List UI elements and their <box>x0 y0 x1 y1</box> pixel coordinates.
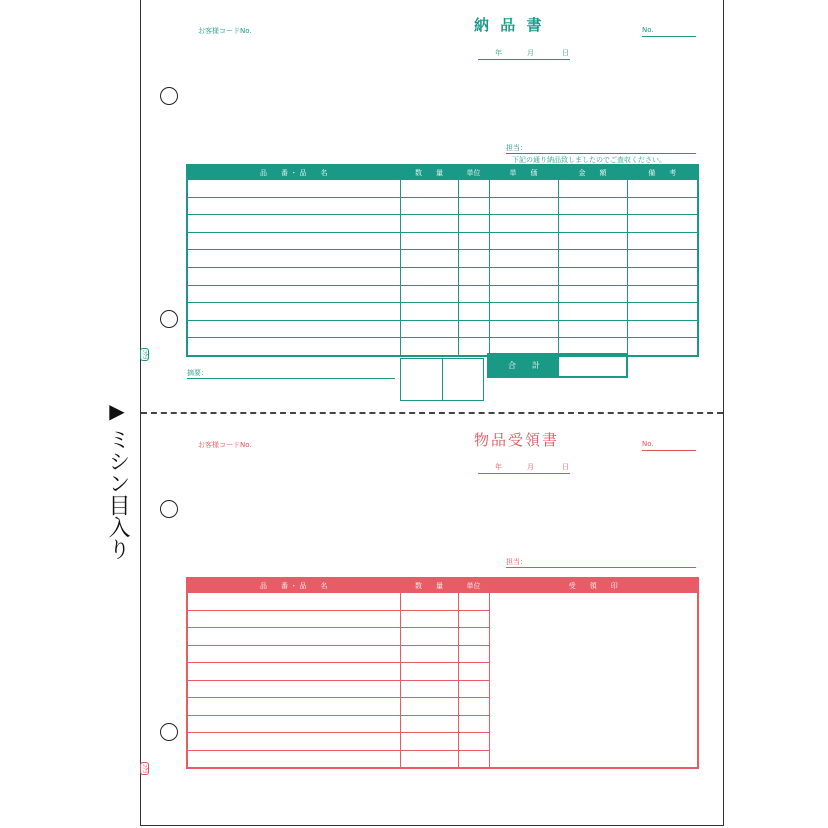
quantity-cell[interactable] <box>400 285 458 303</box>
item-cell[interactable] <box>187 663 400 681</box>
column-header-receipt-stamp: 受 領 印 <box>489 578 698 593</box>
column-header-unit: 単位 <box>458 578 489 593</box>
remarks-cell[interactable] <box>627 250 698 268</box>
binder-hole-icon <box>160 723 178 741</box>
quantity-cell[interactable] <box>400 232 458 250</box>
remarks-cell[interactable] <box>627 215 698 233</box>
remarks-cell[interactable] <box>627 197 698 215</box>
amount-cell[interactable] <box>558 285 627 303</box>
total-row <box>487 353 628 378</box>
remarks-cell[interactable] <box>627 267 698 285</box>
total-label: 合 計 <box>489 355 559 376</box>
table-header-row <box>187 165 698 180</box>
item-cell[interactable] <box>187 180 400 198</box>
item-cell[interactable] <box>187 610 400 628</box>
unit-cell[interactable] <box>458 250 489 268</box>
table-row <box>187 285 698 303</box>
item-cell[interactable] <box>187 680 400 698</box>
receipt-date-year-label: 年 <box>495 463 502 471</box>
receipt-date-field[interactable] <box>478 462 570 474</box>
receipt-stamp-area[interactable] <box>489 593 698 769</box>
unit-cell[interactable] <box>458 645 489 663</box>
receipt-items-table <box>186 577 699 769</box>
amount-cell[interactable] <box>558 215 627 233</box>
perforation-label <box>104 398 130 560</box>
quantity-cell[interactable] <box>400 320 458 338</box>
unit-price-cell[interactable] <box>489 285 558 303</box>
item-cell[interactable] <box>187 338 400 356</box>
quantity-cell[interactable] <box>400 267 458 285</box>
amount-cell[interactable] <box>558 197 627 215</box>
unit-cell[interactable] <box>458 232 489 250</box>
quantity-cell[interactable] <box>400 663 458 681</box>
unit-price-cell[interactable] <box>489 215 558 233</box>
unit-cell[interactable] <box>458 663 489 681</box>
stamp-divider <box>442 359 443 400</box>
number-field[interactable] <box>642 26 696 37</box>
arrow-right-icon: ▶ <box>109 399 125 423</box>
column-header-remarks: 備 考 <box>627 165 698 180</box>
unit-cell[interactable] <box>458 338 489 356</box>
table-row <box>187 180 698 198</box>
quantity-cell[interactable] <box>400 593 458 611</box>
summary-field[interactable] <box>187 368 395 379</box>
quantity-cell[interactable] <box>400 303 458 321</box>
unit-cell[interactable] <box>458 733 489 751</box>
quantity-cell[interactable] <box>400 180 458 198</box>
receipt-staff-label: 担当： <box>506 558 527 566</box>
item-cell[interactable] <box>187 628 400 646</box>
unit-cell[interactable] <box>458 698 489 716</box>
stamp-boxes[interactable] <box>400 358 484 401</box>
unit-cell[interactable] <box>458 267 489 285</box>
unit-cell[interactable] <box>458 180 489 198</box>
receipt-form-title: 物品受領書 <box>474 431 560 449</box>
receipt-staff-field[interactable] <box>506 557 696 568</box>
item-cell[interactable] <box>187 698 400 716</box>
unit-cell[interactable] <box>458 628 489 646</box>
column-header-quantity: 数 量 <box>400 165 458 180</box>
receipt-number-field[interactable] <box>642 440 696 451</box>
unit-cell[interactable] <box>458 320 489 338</box>
amount-cell[interactable] <box>558 267 627 285</box>
item-cell[interactable] <box>187 197 400 215</box>
unit-cell[interactable] <box>458 303 489 321</box>
table-row <box>187 197 698 215</box>
total-amount-field[interactable] <box>559 355 626 376</box>
unit-price-cell[interactable] <box>489 267 558 285</box>
remarks-cell[interactable] <box>627 303 698 321</box>
remarks-cell[interactable] <box>627 338 698 356</box>
unit-price-cell[interactable] <box>489 320 558 338</box>
quantity-cell[interactable] <box>400 680 458 698</box>
unit-cell[interactable] <box>458 197 489 215</box>
receipt-maker-logo <box>141 762 150 775</box>
column-header-item: 品 番 ・ 品 名 <box>187 165 400 180</box>
number-label: No. <box>642 26 654 34</box>
amount-cell[interactable] <box>558 320 627 338</box>
quantity-cell[interactable] <box>400 715 458 733</box>
item-cell[interactable] <box>187 267 400 285</box>
summary-label: 摘要： <box>187 369 208 377</box>
table-row <box>187 250 698 268</box>
column-header-quantity: 数 量 <box>400 578 458 593</box>
item-cell[interactable] <box>187 250 400 268</box>
column-header-unit-price: 単 価 <box>489 165 558 180</box>
unit-price-cell[interactable] <box>489 180 558 198</box>
item-cell[interactable] <box>187 733 400 751</box>
table-row <box>187 593 698 611</box>
remarks-cell[interactable] <box>627 320 698 338</box>
quantity-cell[interactable] <box>400 250 458 268</box>
binder-hole-icon <box>160 310 178 328</box>
item-cell[interactable] <box>187 750 400 768</box>
receipt-number-label: No. <box>642 440 654 448</box>
column-header-amount: 金 額 <box>558 165 627 180</box>
quantity-cell[interactable] <box>400 338 458 356</box>
staff-field[interactable] <box>506 143 696 154</box>
unit-cell[interactable] <box>458 285 489 303</box>
table-row <box>187 320 698 338</box>
table-header-row <box>187 578 698 593</box>
binder-hole-icon <box>160 500 178 518</box>
date-month-label: 月 <box>527 49 534 57</box>
quantity-cell[interactable] <box>400 645 458 663</box>
unit-cell[interactable] <box>458 215 489 233</box>
item-cell[interactable] <box>187 715 400 733</box>
item-cell[interactable] <box>187 593 400 611</box>
form-title: 納 品 書 <box>474 16 545 34</box>
maker-logo <box>141 348 150 361</box>
amount-cell[interactable] <box>558 180 627 198</box>
unit-price-cell[interactable] <box>489 303 558 321</box>
unit-price-cell[interactable] <box>489 250 558 268</box>
remarks-cell[interactable] <box>627 180 698 198</box>
receipt-customer-code-label: お客様コードNo. <box>198 441 252 449</box>
date-day-label: 日 <box>562 49 569 57</box>
delivery-note-text: 下記の通り納品致しましたのでご査収ください。 <box>512 156 666 164</box>
table-row <box>187 267 698 285</box>
receipt-date-month-label: 月 <box>527 463 534 471</box>
quantity-cell[interactable] <box>400 197 458 215</box>
quantity-cell[interactable] <box>400 698 458 716</box>
staff-label: 担当： <box>506 144 527 152</box>
unit-cell[interactable] <box>458 715 489 733</box>
item-cell[interactable] <box>187 303 400 321</box>
binder-hole-icon <box>160 87 178 105</box>
customer-code-label: お客様コードNo. <box>198 27 252 35</box>
date-field[interactable] <box>478 48 570 60</box>
unit-price-cell[interactable] <box>489 197 558 215</box>
table-row <box>187 303 698 321</box>
quantity-cell[interactable] <box>400 610 458 628</box>
amount-cell[interactable] <box>558 250 627 268</box>
table-row <box>187 215 698 233</box>
unit-cell[interactable] <box>458 610 489 628</box>
perforation-line <box>141 412 723 414</box>
remarks-cell[interactable] <box>627 285 698 303</box>
table-row <box>187 232 698 250</box>
date-year-label: 年 <box>495 49 502 57</box>
maker-mark: ｺｸﾖ <box>141 350 148 360</box>
receipt-maker-mark: ｺｸﾖ <box>141 764 148 774</box>
receipt-date-day-label: 日 <box>562 463 569 471</box>
unit-cell[interactable] <box>458 680 489 698</box>
delivery-items-table <box>186 164 699 357</box>
column-header-unit: 単位 <box>458 165 489 180</box>
quantity-cell[interactable] <box>400 750 458 768</box>
amount-cell[interactable] <box>558 232 627 250</box>
column-header-item: 品 番 ・ 品 名 <box>187 578 400 593</box>
unit-cell[interactable] <box>458 593 489 611</box>
remarks-cell[interactable] <box>627 232 698 250</box>
item-cell[interactable] <box>187 215 400 233</box>
unit-cell[interactable] <box>458 750 489 768</box>
item-cell[interactable] <box>187 645 400 663</box>
item-cell[interactable] <box>187 232 400 250</box>
perforation-text: ミシン目入り <box>105 428 130 560</box>
quantity-cell[interactable] <box>400 628 458 646</box>
quantity-cell[interactable] <box>400 215 458 233</box>
unit-price-cell[interactable] <box>489 232 558 250</box>
item-cell[interactable] <box>187 320 400 338</box>
quantity-cell[interactable] <box>400 733 458 751</box>
amount-cell[interactable] <box>558 303 627 321</box>
item-cell[interactable] <box>187 285 400 303</box>
